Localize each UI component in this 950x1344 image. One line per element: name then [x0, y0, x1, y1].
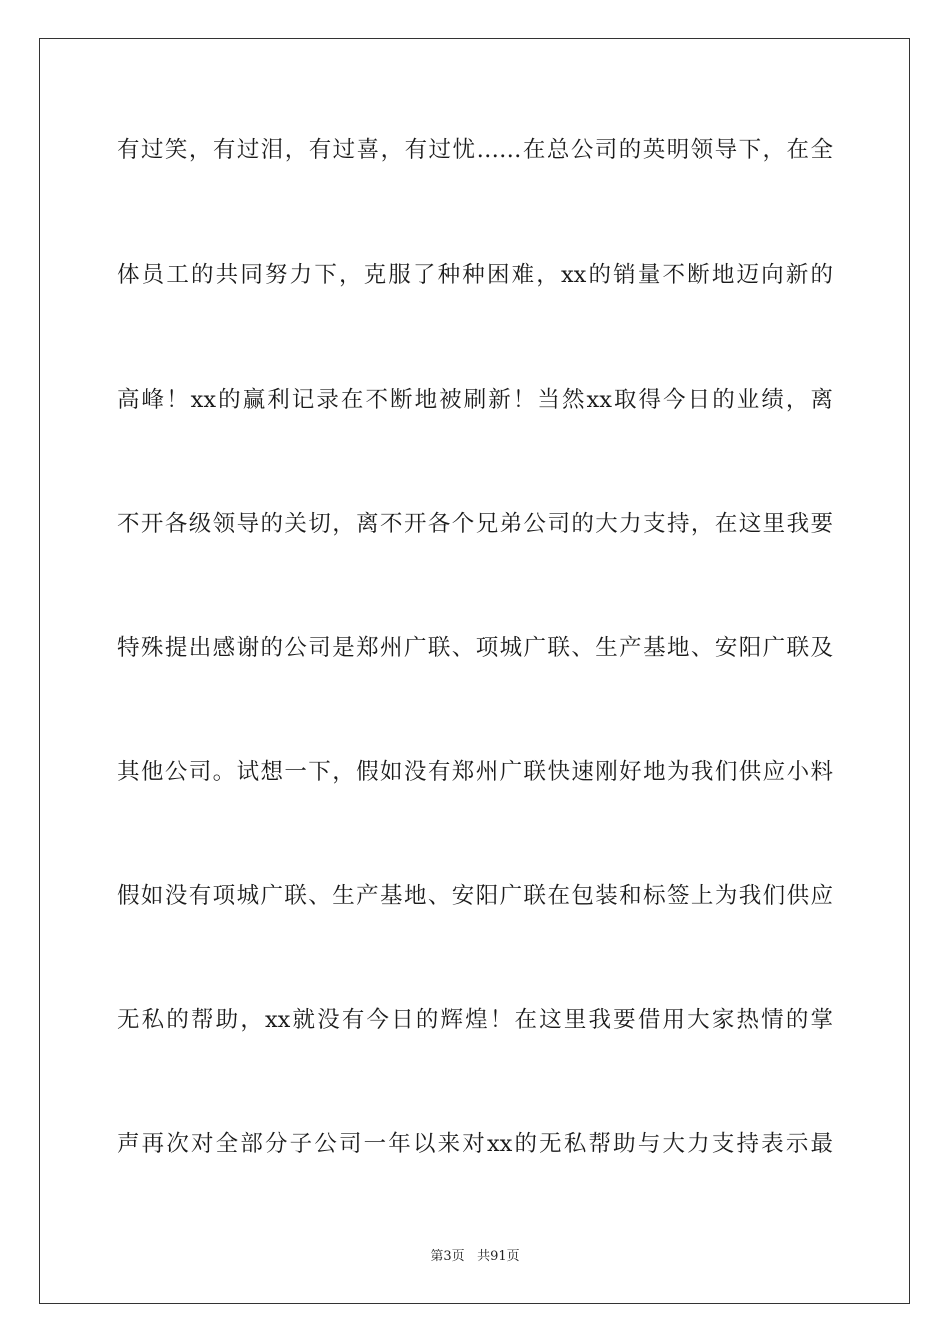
- body-text-line-8: 无私的帮助，xx就没有今日的辉煌！在这里我要借用大家热情的掌: [117, 1007, 833, 1033]
- body-text-line-2: 体员工的共同努力下，克服了种种困难，xx的销量不断地迈向新的: [117, 262, 833, 288]
- page-border: [39, 38, 910, 1304]
- body-text-line-7: 假如没有项城广联、生产基地、安阳广联在包装和标签上为我们供应: [117, 883, 833, 909]
- body-text-line-1: 有过笑，有过泪，有过喜，有过忧……在总公司的英明领导下，在全: [117, 137, 833, 163]
- total-pages: 共91页: [477, 1249, 520, 1264]
- body-text-line-4: 不开各级领导的关切，离不开各个兄弟公司的大力支持，在这里我要: [117, 511, 833, 537]
- body-text-line-5: 特殊提出感谢的公司是郑州广联、项城广联、生产基地、安阳广联及: [117, 635, 833, 661]
- body-text-line-9: 声再次对全部分子公司一年以来对xx的无私帮助与大力支持表示最: [117, 1131, 833, 1157]
- page-footer: [0, 1248, 950, 1266]
- body-text-line-3: 高峰！xx的赢利记录在不断地被刷新！当然xx取得今日的业绩，离: [117, 387, 833, 413]
- page-number: 第3页: [430, 1249, 465, 1264]
- body-text-line-6: 其他公司。试想一下，假如没有郑州广联快速刚好地为我们供应小料: [117, 759, 833, 785]
